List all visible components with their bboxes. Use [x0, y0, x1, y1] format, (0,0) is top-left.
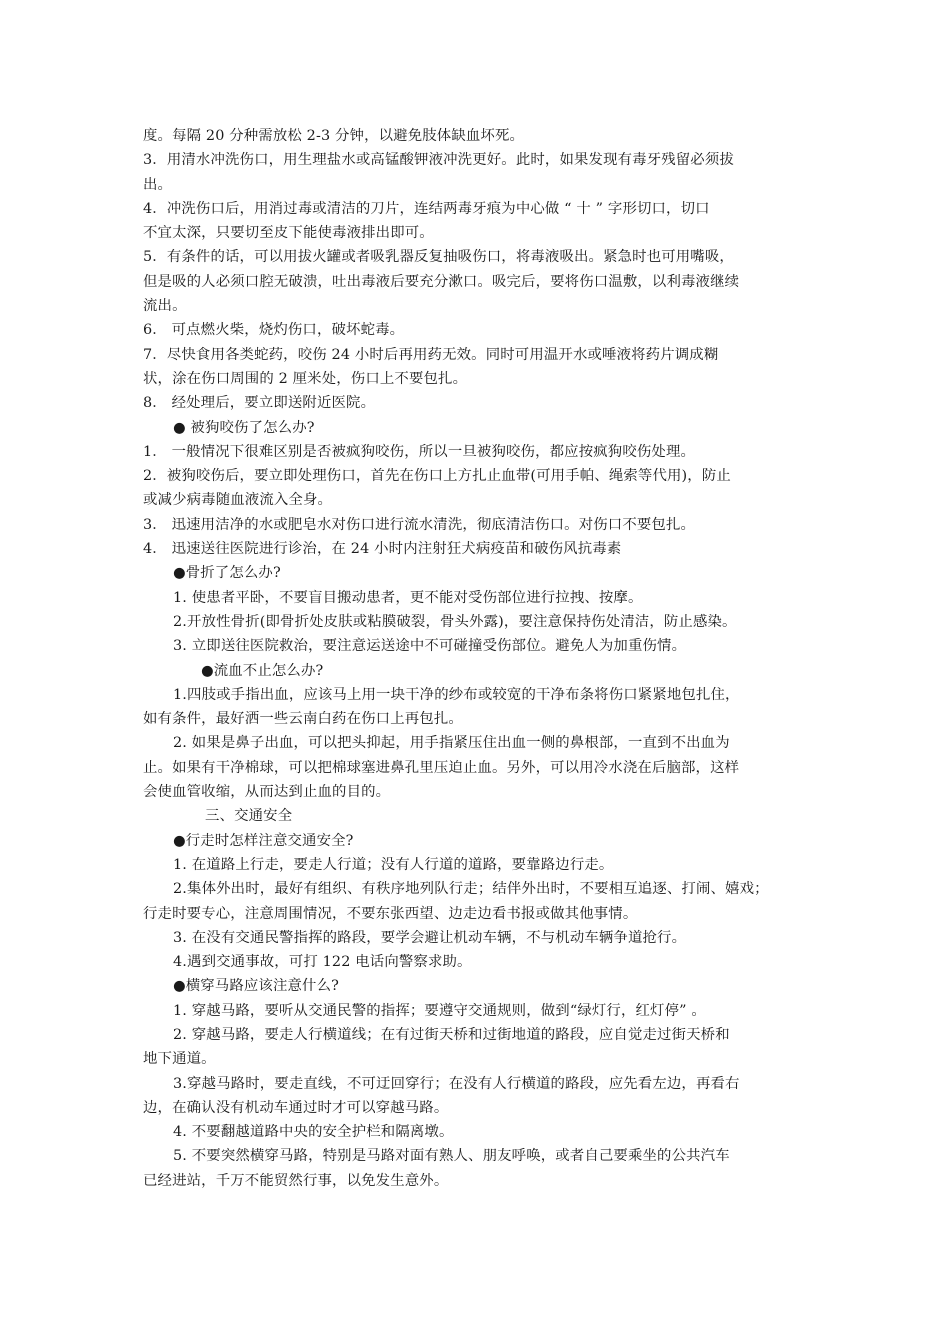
- text-line: 1． 一般情况下很难区别是否被疯狗咬伤，所以一旦被狗咬伤，都应按疯狗咬伤处理。: [143, 443, 696, 460]
- text-line: 2.集体外出时，最好有组织、有秩序地列队行走；结伴外出时，不要相互追逐、打闹、嬉戏；: [173, 881, 769, 898]
- text-line: 1. 在道路上行走，要走人行道；没有人行道的道路，要靠路边行走。: [173, 856, 614, 873]
- text-line: 3．用清水冲洗伤口，用生理盐水或高锰酸钾液冲洗更好。此时，如果发现有毒牙残留必须拔: [143, 152, 734, 169]
- text-line: 3.穿越马路时，要走直线，不可迂回穿行；在没有人行横道的路段，应先看左边，再看右: [173, 1075, 740, 1092]
- text-line: 不宜太深，只要切至皮下能使毒液排出即可。: [143, 225, 434, 242]
- text-line: 3． 迅速用洁净的水或肥皂水对伤口进行流水清洗，彻底清洁伤口。对伤口不要包扎。: [143, 516, 696, 533]
- text-line: 4.遇到交通事故，可打 122 电话向警察求助。: [173, 954, 472, 971]
- text-line: 8． 经处理后，要立即送附近医院。: [143, 395, 376, 412]
- text-line: 行走时要专心，注意周围情况，不要东张西望、边走边看书报或做其他事情。: [143, 905, 638, 922]
- text-line: 出。: [143, 176, 173, 193]
- text-line: 2. 如果是鼻子出血，可以把头抑起，用手指紧压住出血一侧的鼻根部，一直到不出血为: [173, 735, 730, 752]
- text-line: 会使血管收缩，从而达到止血的目的。: [143, 784, 391, 801]
- text-line: 已经进站，千万不能贸然行事，以免发生意外。: [143, 1172, 449, 1189]
- text-line: ●流血不止怎么办?: [201, 662, 324, 679]
- text-line: 5．有条件的话，可以用拔火罐或者吸乳器反复抽吸伤口，将毒液吸出。紧急时也可用嘴吸，: [143, 249, 734, 266]
- text-line: 1. 穿越马路，要听从交通民警的指挥；要遵守交通规则，做到“绿灯行，红灯停” 。: [173, 1002, 706, 1019]
- text-line: 但是吸的人必须口腔无破溃，吐出毒液后要充分漱口。吸完后，要将伤口温敷，以利毒液继续: [143, 273, 740, 290]
- text-line: 2.开放性骨折(即骨折处皮肤或粘膜破裂，骨头外露)，要注意保持伤处清洁，防止感染。: [173, 613, 737, 630]
- text-line: ●横穿马路应该注意什么?: [173, 978, 339, 995]
- text-line: 5. 不要突然横穿马路，特别是马路对面有熟人、朋友呼唤，或者自己要乘坐的公共汽车: [173, 1148, 730, 1165]
- text-line: 2. 穿越马路，要走人行横道线；在有过街天桥和过街地道的路段，应自觉走过街天桥和: [173, 1026, 730, 1043]
- text-line: 度。每隔 20 分种需放松 2-3 分钟，以避免肢体缺血坏死。: [143, 128, 525, 144]
- text-line: ●骨折了怎么办?: [173, 565, 281, 582]
- text-line: 边，在确认没有机动车通过时才可以穿越马路。: [143, 1099, 449, 1116]
- document-body: [143, 124, 811, 1193]
- text-line: 止。如果有干净棉球，可以把棉球塞进鼻孔里压迫止血。另外，可以用冷水浇在后脑部，这样: [143, 759, 740, 776]
- text-line: 6． 可点燃火柴，烧灼伤口，破坏蛇毒。: [143, 322, 405, 339]
- text-line: 地下通道。: [143, 1051, 216, 1068]
- text-line: 2．被狗咬伤后，要立即处理伤口，首先在伤口上方扎止血带(可用手帕、绳索等代用)，防止: [143, 468, 731, 485]
- text-line: 3. 在没有交通民警指挥的路段，要学会避让机动车辆，不与机动车辆争道抢行。: [173, 929, 687, 946]
- text-line: 4. 不要翻越道路中央的安全护栏和隔离墩。: [173, 1124, 454, 1141]
- text-line: 7．尽快食用各类蛇药，咬伤 24 小时后再用药无效。同时可用温开水或唾液将药片调成糊: [143, 346, 719, 363]
- text-line: 流出。: [143, 298, 187, 315]
- text-line: 或减少病毒随血液流入全身。: [143, 492, 333, 509]
- text-line: 状，涂在伤口周围的 2 厘米处，伤口上不要包扎。: [143, 370, 468, 387]
- text-line: 1. 使患者平卧，不要盲目搬动患者，更不能对受伤部位进行拉拽、按摩。: [173, 589, 643, 606]
- text-line: ●行走时怎样注意交通安全?: [173, 832, 354, 849]
- text-line: 4．冲洗伤口后，用消过毒或清洁的刀片，连结两毒牙痕为中心做 “ 十 ” 字形切口，切口: [143, 200, 710, 217]
- text-line: 4． 迅速送往医院进行诊治，在 24 小时内注射狂犬病疫苗和破伤风抗毒素: [143, 541, 622, 558]
- text-line: 如有条件，最好洒一些云南白药在伤口上再包扎。: [143, 711, 463, 728]
- text-line: 3. 立即送往医院救治，要注意运送途中不可碰撞受伤部位。避免人为加重伤情。: [173, 638, 687, 655]
- text-line: ● 被狗咬伤了怎么办?: [173, 419, 315, 436]
- text-line: 1.四肢或手指出血，应该马上用一块干净的纱布或较宽的干净布条将伤口紧紧地包扎住，: [173, 686, 740, 703]
- text-line: 三、交通安全: [205, 808, 293, 825]
